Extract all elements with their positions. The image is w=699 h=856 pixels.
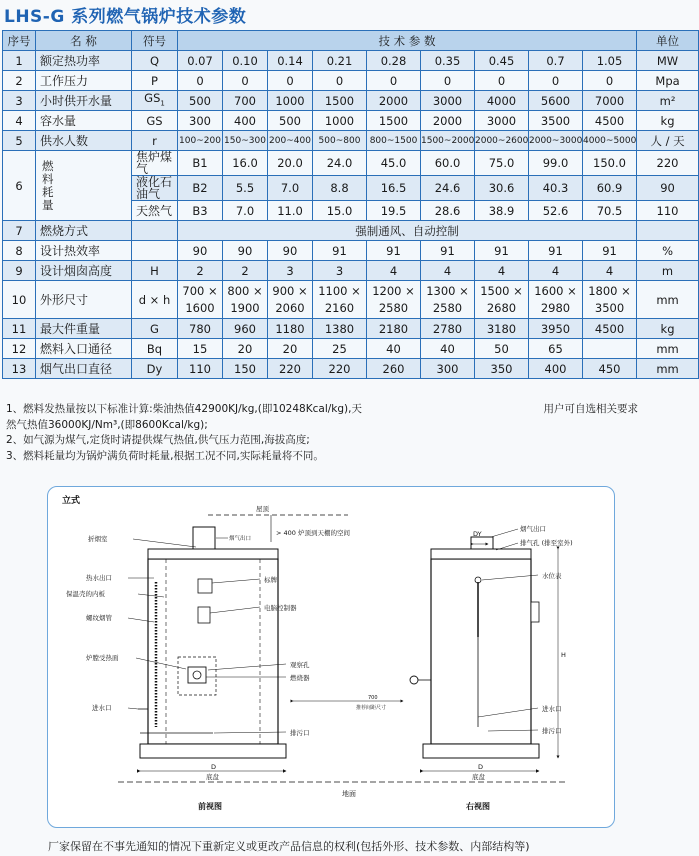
row-unit: mm: [637, 281, 699, 319]
row-value: 40: [421, 339, 475, 359]
row-name: 供水人数: [36, 131, 132, 151]
row-no: 13: [3, 359, 36, 379]
row-value: 90: [178, 241, 223, 261]
row-value: 25: [313, 339, 367, 359]
inner-panel-label: 保温壳的内板: [66, 590, 105, 598]
row-value: [583, 281, 637, 319]
row-no: 6: [3, 151, 36, 221]
row-value: 20: [223, 339, 268, 359]
row-symbol: Q: [132, 51, 178, 71]
row-value: 5600: [529, 91, 583, 111]
front-flue-label: 烟气出口: [229, 536, 252, 542]
row-value: 0: [529, 71, 583, 91]
row-symbol: G: [132, 319, 178, 339]
row-value: 0: [178, 71, 223, 91]
row-unit: %: [637, 241, 699, 261]
row-name: 容水量: [36, 111, 132, 131]
row-name: 额定热功率: [36, 51, 132, 71]
fuel-symbol: B2: [178, 176, 223, 201]
row-value: 0.10: [223, 51, 268, 71]
row-value: 4: [421, 261, 475, 281]
table-row: [3, 261, 699, 281]
header-unit: 单位: [637, 31, 699, 51]
fuel-value: 38.9: [475, 201, 529, 221]
row-value: 0.07: [178, 51, 223, 71]
row-value: 150: [223, 359, 268, 379]
row-value: 3: [313, 261, 367, 281]
fuel-value: 28.6: [421, 201, 475, 221]
header-params: 技 术 参 数: [178, 31, 637, 51]
row-value: 3000: [421, 91, 475, 111]
maint-space-label: 推荐间距尺寸: [356, 705, 387, 711]
row-value: 2: [178, 261, 223, 281]
row-name: 燃料入口通径: [36, 339, 132, 359]
row-value: 40: [367, 339, 421, 359]
fuel-value: 70.5: [583, 201, 637, 221]
note-1b: 然气热值36000KJ/Nm³,(即8600Kcal/kg);: [6, 418, 208, 431]
note-3: 3、燃料耗量均为锅炉满负荷时耗量,根据工况不同,实际耗量将不同。: [6, 449, 324, 462]
row-value: 90: [223, 241, 268, 261]
table-header-row: [3, 31, 699, 51]
row-value: 1000: [268, 91, 313, 111]
row-name: 小时供开水量: [36, 91, 132, 111]
row-value: 91: [475, 241, 529, 261]
row-symbol: r: [132, 131, 178, 151]
row-name: 外形尺寸: [36, 281, 132, 319]
row-value: 3950: [529, 319, 583, 339]
row-unit: 人 / 天: [637, 131, 699, 151]
row-unit: mm: [637, 339, 699, 359]
side-water-inlet-label: 进水口: [542, 705, 562, 713]
dim-d: 1100 ×: [318, 283, 361, 298]
row-value: 2000~3000: [529, 131, 583, 151]
row-unit: Mpa: [637, 71, 699, 91]
dim-d: 1300 ×: [426, 283, 469, 298]
row-unit: kg: [637, 319, 699, 339]
fuel-value: 30.6: [475, 176, 529, 201]
row-value: 0.35: [421, 51, 475, 71]
row-value: 220: [313, 359, 367, 379]
row-name: 设计烟囱高度: [36, 261, 132, 281]
table-row: [3, 71, 699, 91]
fuel-value: 24.0: [313, 151, 367, 176]
side-H: H: [561, 651, 566, 659]
spiral-tube-label: 螺纹烟管: [86, 614, 112, 622]
fuel-category-char: 料: [42, 171, 54, 186]
fuel-value: 75.0: [475, 151, 529, 176]
row-value: 1000: [313, 111, 367, 131]
row-no: 12: [3, 339, 36, 359]
front-base: [140, 744, 286, 758]
row-value: 4000: [475, 91, 529, 111]
row-value: 110: [178, 359, 223, 379]
row-span-value: 强制通风、自动控制: [178, 221, 637, 241]
row-value: 150~300: [223, 131, 268, 151]
row-value: 91: [529, 241, 583, 261]
side-base: [423, 744, 539, 758]
row-value: 700: [223, 91, 268, 111]
row-value: 500: [268, 111, 313, 131]
dim-d: 1800 ×: [588, 283, 631, 298]
fuel-value: 110: [637, 201, 699, 221]
fuel-value: 7.0: [268, 176, 313, 201]
controller-shape: [198, 607, 210, 623]
fuel-value: 20.0: [268, 151, 313, 176]
fuel-value: 8.8: [313, 176, 367, 201]
row-value: 0: [268, 71, 313, 91]
row-value: 0: [223, 71, 268, 91]
fuel-name: 天然气: [132, 201, 178, 221]
row-value: 65: [529, 339, 583, 359]
row-value: 800~1500: [367, 131, 421, 151]
row-value: 4: [529, 261, 583, 281]
dim-h: 3500: [594, 300, 625, 315]
row-value: 0.7: [529, 51, 583, 71]
table-row: [3, 241, 699, 261]
row-value: 400: [223, 111, 268, 131]
fuel-value: 5.5: [223, 176, 268, 201]
fuel-category-char: 燃: [42, 158, 54, 173]
row-value: 2000~2600: [475, 131, 529, 151]
fuel-name: 焦炉煤气: [132, 151, 178, 176]
fuel-symbol: B3: [178, 201, 223, 221]
dim-d: 700 ×: [182, 283, 218, 298]
fuel-value: 45.0: [367, 151, 421, 176]
side-flue: [471, 537, 493, 549]
nameplate-label: 标牌: [264, 576, 277, 584]
row-value: 0: [475, 71, 529, 91]
row-no: 10: [3, 281, 36, 319]
table-row: [3, 281, 699, 319]
table-row: [3, 51, 699, 71]
ground-label: 地面: [342, 790, 356, 798]
row-value: 3500: [529, 111, 583, 131]
dim-h: 2580: [432, 300, 463, 315]
header-symbol: 符号: [132, 31, 178, 51]
row-no: 11: [3, 319, 36, 339]
burner-shape: [188, 667, 206, 683]
row-value: 2180: [367, 319, 421, 339]
row-value: 200~400: [268, 131, 313, 151]
row-value: 0.21: [313, 51, 367, 71]
row-value: 1500: [313, 91, 367, 111]
row-value: 91: [367, 241, 421, 261]
side-view: [410, 524, 573, 811]
row-value: 260: [367, 359, 421, 379]
row-value: 0: [367, 71, 421, 91]
row-symbol: Dy: [132, 359, 178, 379]
row-unit: m²: [637, 91, 699, 111]
table-row: [3, 151, 699, 176]
row-no: 5: [3, 131, 36, 151]
row-value: 1380: [313, 319, 367, 339]
row-unit: m: [637, 261, 699, 281]
dim-h: 2060: [275, 300, 305, 315]
row-symbol: d × h: [132, 281, 178, 319]
table-row: [3, 339, 699, 359]
fuel-value: 150.0: [583, 151, 637, 176]
dim-h: 2680: [486, 300, 517, 315]
row-value: 100~200: [178, 131, 223, 151]
side-top: [431, 549, 531, 559]
sight-hole-label: 观察孔: [290, 661, 310, 669]
row-value: 350: [475, 359, 529, 379]
furnace-surface-label: 炉膛受热面: [86, 654, 119, 662]
row-value: [268, 281, 313, 319]
side-caption: 右视图: [466, 802, 490, 811]
front-base-label: 底盘: [206, 773, 219, 781]
nameplate-shape: [198, 579, 212, 593]
row-value: [421, 281, 475, 319]
side-DY: DY: [473, 530, 482, 538]
row-no: 7: [3, 221, 36, 241]
header-name: 名 称: [36, 31, 132, 51]
dim-d: 1500 ×: [480, 283, 523, 298]
front-water-inlet-label: 进水口: [92, 704, 112, 712]
row-value: 2780: [421, 319, 475, 339]
row-value: 50: [475, 339, 529, 359]
front-body: [148, 559, 278, 744]
row-value: 4500: [583, 319, 637, 339]
row-value: 500: [178, 91, 223, 111]
fuel-symbol: B1: [178, 151, 223, 176]
dim-700: 700: [368, 695, 378, 701]
dim-d: 1200 ×: [372, 283, 415, 298]
row-name: 设计热效率: [36, 241, 132, 261]
fuel-value: 60.0: [421, 151, 475, 176]
row-value: 1.05: [583, 51, 637, 71]
row-value: 0.28: [367, 51, 421, 71]
row-name: 燃烧方式: [36, 221, 132, 241]
front-flue: [193, 527, 215, 549]
row-value: 2: [223, 261, 268, 281]
fuel-value: 99.0: [529, 151, 583, 176]
water-gauge-label: 水位表: [542, 572, 562, 580]
header-no: 序号: [3, 31, 36, 51]
roof-label: 屋顶: [256, 505, 269, 513]
row-value: [178, 281, 223, 319]
row-name: 工作压力: [36, 71, 132, 91]
row-value: 220: [268, 359, 313, 379]
side-base-label: 底盘: [472, 773, 485, 781]
row-symbol: [132, 221, 178, 241]
fuel-value: 16.5: [367, 176, 421, 201]
row-value: 450: [583, 359, 637, 379]
boiler-diagram: [47, 486, 615, 828]
row-no: 3: [3, 91, 36, 111]
row-symbol: [132, 241, 178, 261]
fuel-value: 11.0: [268, 201, 313, 221]
row-value: 91: [421, 241, 475, 261]
row-symbol: GS: [132, 111, 178, 131]
row-value: 0.14: [268, 51, 313, 71]
chimney-cap-label: 折烟室: [88, 535, 108, 543]
row-value: 4: [583, 261, 637, 281]
side-body: [431, 559, 531, 744]
row-no: 4: [3, 111, 36, 131]
row-value: [313, 281, 367, 319]
row-value: 1500: [367, 111, 421, 131]
table-row: [3, 221, 699, 241]
fuel-value: 7.0: [223, 201, 268, 221]
fuel-category-char: 耗: [42, 184, 54, 199]
row-unit: MW: [637, 51, 699, 71]
table-row: [3, 319, 699, 339]
dim-h: 2580: [378, 300, 409, 315]
note-1a: 1、燃料发热量按以下标准计算:柴油热值42900KJ/kg,(即10248Kcal/kg),天: [6, 403, 362, 415]
front-view: [66, 527, 403, 811]
row-value: 0.45: [475, 51, 529, 71]
dim-d: 900 ×: [272, 283, 308, 298]
row-value: 400: [529, 359, 583, 379]
fuel-category: [36, 151, 132, 221]
row-value: 20: [268, 339, 313, 359]
row-value: 300: [421, 359, 475, 379]
note-right: 用户可自选相关要求: [543, 403, 638, 415]
fuel-value: 15.0: [313, 201, 367, 221]
row-value: 4500: [583, 111, 637, 131]
front-top: [148, 549, 278, 559]
row-unit: kg: [637, 111, 699, 131]
fuel-value: 24.6: [421, 176, 475, 201]
controller-label: 电脑控制器: [264, 604, 297, 612]
table-row: [3, 359, 699, 379]
table-row: [3, 131, 699, 151]
dim-h: 2160: [324, 300, 355, 315]
type-label: 立式: [62, 496, 81, 506]
row-value: [475, 281, 529, 319]
row-value: [583, 339, 637, 359]
row-value: 500~800: [313, 131, 367, 151]
row-no: 9: [3, 261, 36, 281]
fuel-value: 52.6: [529, 201, 583, 221]
fuel-value: 220: [637, 151, 699, 176]
fuel-name: 液化石油气: [132, 176, 178, 201]
row-value: [529, 281, 583, 319]
row-value: 7000: [583, 91, 637, 111]
row-unit: [637, 221, 699, 241]
row-value: 91: [313, 241, 367, 261]
fuel-value: 16.0: [223, 151, 268, 176]
row-value: 0: [583, 71, 637, 91]
side-D: D: [478, 763, 484, 771]
row-value: 4: [475, 261, 529, 281]
row-symbol: H: [132, 261, 178, 281]
front-D: D: [211, 763, 217, 771]
fuel-value: 40.3: [529, 176, 583, 201]
row-value: 91: [583, 241, 637, 261]
row-value: 90: [268, 241, 313, 261]
spec-table: [2, 30, 699, 379]
row-value: 2000: [367, 91, 421, 111]
side-drain-label: 排污口: [542, 727, 562, 735]
row-value: 3000: [475, 111, 529, 131]
dim-h: 1900: [230, 300, 260, 315]
front-caption: 前视图: [198, 802, 222, 811]
dim-h: 1600: [185, 300, 215, 315]
row-symbol: $GS_1$: [132, 91, 178, 111]
fuel-value: 60.9: [583, 176, 637, 201]
row-value: 300: [178, 111, 223, 131]
row-value: 1180: [268, 319, 313, 339]
dim-d: 1600 ×: [534, 283, 577, 298]
table-row: [3, 91, 699, 111]
row-value: 15: [178, 339, 223, 359]
page-title: LHS-G 系列燃气锅炉技术参数: [4, 7, 247, 27]
dim-h: 2980: [540, 300, 571, 315]
table-row: [3, 111, 699, 131]
row-value: 0: [313, 71, 367, 91]
hot-water-outlet-label: 热水出口: [86, 574, 112, 582]
row-no: 2: [3, 71, 36, 91]
row-value: 3: [268, 261, 313, 281]
footer-note: 厂家保留在不事先通知的情况下重新定义或更改产品信息的权利(包括外形、技术参数、内部结构等): [48, 840, 530, 853]
row-no: 8: [3, 241, 36, 261]
row-name: 烟气出口直径: [36, 359, 132, 379]
row-name: 最大件重量: [36, 319, 132, 339]
row-value: 2000: [421, 111, 475, 131]
notes: [6, 402, 646, 464]
clearance-label: > 400 炉顶到天棚的空间: [276, 529, 350, 537]
row-value: [223, 281, 268, 319]
row-value: 1500~2000: [421, 131, 475, 151]
row-value: 4: [367, 261, 421, 281]
diagram-svg: [48, 487, 614, 827]
front-drain-label: 排污口: [290, 729, 310, 737]
row-value: 780: [178, 319, 223, 339]
fuel-category-char: 量: [42, 197, 54, 212]
row-value: 960: [223, 319, 268, 339]
vent-label: 排气孔 (排至室外): [520, 539, 573, 547]
row-value: 3180: [475, 319, 529, 339]
fuel-value: 19.5: [367, 201, 421, 221]
row-symbol: Bq: [132, 339, 178, 359]
row-unit: mm: [637, 359, 699, 379]
dim-d: 800 ×: [227, 283, 263, 298]
burner-label: 燃烧器: [290, 674, 310, 682]
note-2: 2、如气源为煤气,定货时请提供煤气热值,供气压力范围,海拔高度;: [6, 434, 310, 446]
row-no: 1: [3, 51, 36, 71]
row-value: 4000~5000: [583, 131, 637, 151]
side-flue-label: 烟气出口: [520, 525, 546, 533]
row-symbol: P: [132, 71, 178, 91]
row-value: [367, 281, 421, 319]
row-value: 0: [421, 71, 475, 91]
fuel-value: 90: [637, 176, 699, 201]
